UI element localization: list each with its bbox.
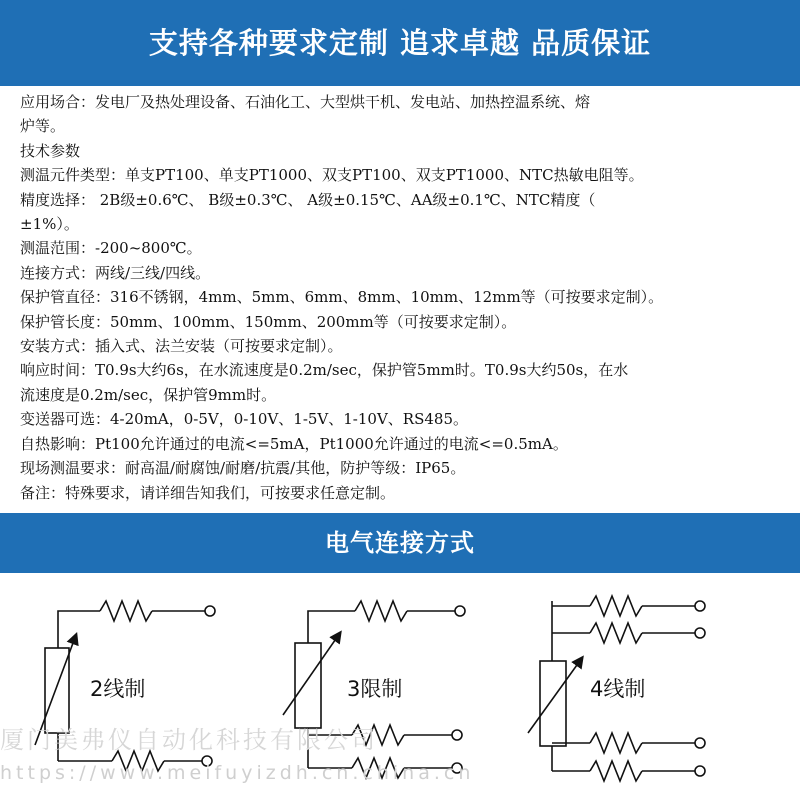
spec-line: 自热影响：Pt100允许通过的电流<=5mA，Pt1000允许通过的电流<=0.5mA。 xyxy=(20,434,568,453)
spec-line: 连接方式：两线/三线/四线。 xyxy=(20,263,211,282)
spec-line: 流速度是0.2m/sec，保护管9mm时。 xyxy=(20,385,277,404)
spec-line: 安装方式：插入式、法兰安装（可按要求定制）。 xyxy=(20,337,343,356)
watermark-company: 厦门美弗仪自动化科技有限公司 xyxy=(0,726,378,754)
spec-line: ±1%）。 xyxy=(20,215,79,234)
spec-line: 现场测温要求：耐高温/耐腐蚀/耐磨/抗震/其他，防护等级：IP65。 xyxy=(20,459,466,478)
spec-line: 测温范围：-200~800℃。 xyxy=(20,239,202,258)
header-title: 支持各种要求定制 追求卓越 品质保证 xyxy=(148,26,652,60)
spec-list xyxy=(20,90,786,505)
four-wire-label: 4线制 xyxy=(590,677,646,701)
spec-line: 保护管长度：50mm、100mm、150mm、200mm等（可按要求定制）。 xyxy=(20,312,517,331)
header-banner xyxy=(0,0,800,86)
section-banner xyxy=(0,513,800,573)
spec-line: 炉等。 xyxy=(20,117,66,136)
three-wire-label: 3限制 xyxy=(347,677,403,701)
two-wire-label: 2线制 xyxy=(90,677,146,701)
spec-line: 保护管直径：316不锈钢，4mm、5mm、6mm、8mm、10mm、12mm等（可按要求定制）。 xyxy=(20,288,664,307)
spec-line: 响应时间：T0.9s大约6s，在水流速度是0.2m/sec，保护管5mm时。T0.9s大约50s，在水 xyxy=(20,361,629,380)
spec-line: 精度选择： 2B级±0.6℃、 B级±0.3℃、 A级±0.15℃、AA级±0.1℃、NTC精度（ xyxy=(20,190,596,209)
section-title: 电气连接方式 xyxy=(325,529,475,557)
spec-line: 测温元件类型：单支PT100、单支PT1000、双支PT100、双支PT1000、NTC热敏电阻等。 xyxy=(20,166,644,185)
spec-line: 应用场合：发电厂及热处理设备、石油化工、大型烘干机、发电站、加热控温系统、熔 xyxy=(20,93,591,111)
spec-line: 变送器可选：4-20mA，0-5V，0-10V、1-5V、1-10V、RS485。 xyxy=(20,410,468,429)
spec-line: 备注：特殊要求，请详细告知我们，可按要求任意定制。 xyxy=(20,483,396,502)
spec-line: 技术参数 xyxy=(20,141,81,160)
watermark-url: https://www.meifuyizdh.cn.china.cn xyxy=(0,762,475,784)
